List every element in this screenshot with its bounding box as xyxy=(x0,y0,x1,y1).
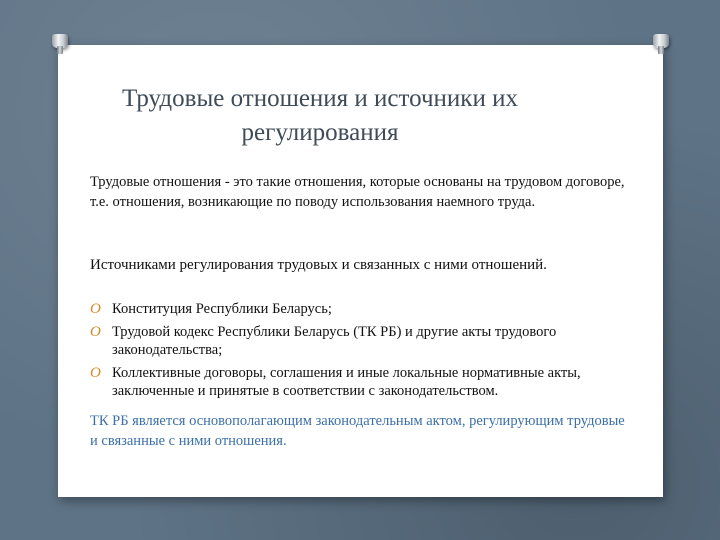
list-item-text: Трудовой кодекс Республики Беларусь (ТК РБ) и другие акты трудового законодательства; xyxy=(112,324,557,358)
list-item-text: Коллективные договоры, соглашения и иные локальные нормативные акты, заключенные и принятые в соответствии с законодательством. xyxy=(112,365,581,399)
definition-term: Трудовые отношения xyxy=(90,174,222,190)
list-item xyxy=(90,300,635,318)
bullet-icon: O xyxy=(90,365,101,381)
definition-text: - это такие отношения, которые основаны на трудовом договоре, т.е. отношения, возникающие по поводу использования наемного труда. xyxy=(90,174,625,210)
sources-heading: Источниками регулирования трудовых и связанных с ними отношений. xyxy=(90,257,547,273)
definition-paragraph xyxy=(90,172,635,212)
list-item-text: Конституция Республики Беларусь; xyxy=(112,301,332,317)
bullet-icon: O xyxy=(90,301,101,317)
bullet-icon: O xyxy=(90,324,101,340)
sources-list xyxy=(90,300,635,405)
list-item xyxy=(90,323,635,359)
slide-title: Трудовые отношения и источники их регулирования xyxy=(122,85,518,146)
conclusion-paragraph: ТК РБ является основополагающим законодательным актом, регулирующим трудовые и связанные с ними отношения. xyxy=(90,413,625,449)
pushpin-icon xyxy=(653,34,669,56)
list-item xyxy=(90,364,635,400)
pushpin-icon xyxy=(52,34,68,56)
